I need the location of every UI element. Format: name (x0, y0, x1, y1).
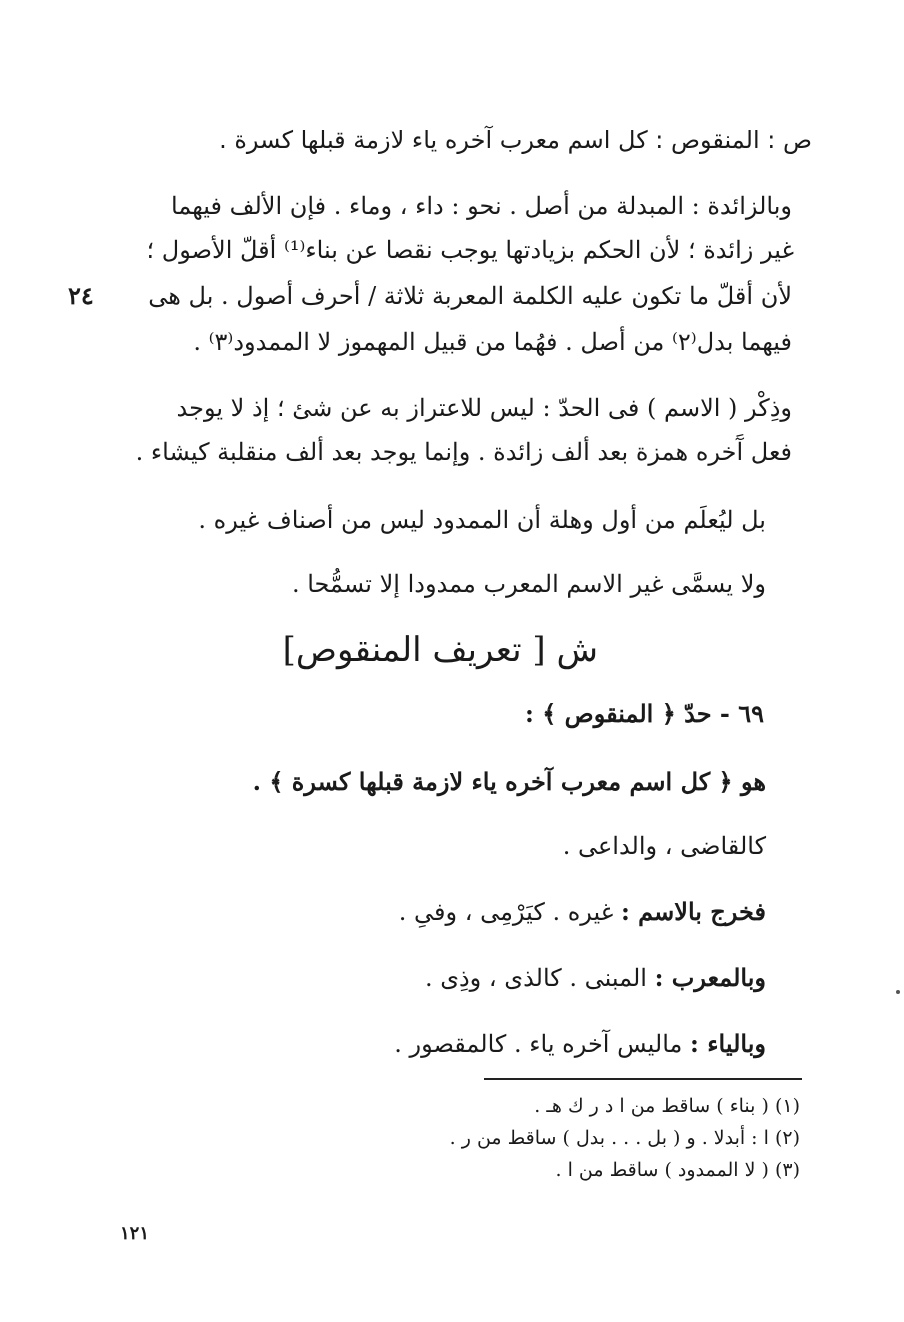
exclusion-label: وبالياء : (690, 1029, 766, 1058)
top-summary-line: ص : المنقوص : كل اسم معرب آخره ياء لازمة قبلها كسرة . (219, 126, 812, 154)
paragraph-line: وبالزائدة : المبدلة من أصل . نحو : داء ، وماء . فإن الألف فيهما (171, 192, 792, 220)
section-heading: ش [ تعريف المنقوص] (282, 630, 598, 670)
paragraph-line: لأن أقلّ ما تكون عليه الكلمة المعربة ثلاثة / أحرف أصول . بل هى (148, 282, 792, 310)
footnote-divider (484, 1078, 802, 1080)
paragraph-line: ولا يسمَّى غير الاسم المعرب ممدودا إلا تسمُّحا . (291, 570, 766, 598)
exclusion-line (425, 962, 766, 994)
footnote: (١) ( بناء ) ساقط من ا د ر ك هـ . (534, 1095, 800, 1117)
paragraph-line: بل ليُعلَم من أول وهلة أن الممدود ليس من أصناف غيره . (198, 506, 766, 534)
paragraph-line: غير زائدة ؛ لأن الحكم بزيادتها يوجب نقصا عن بناء⁽¹⁾ أقلّ الأصول ؛ (146, 236, 794, 264)
margin-page-marker: ٢٤ (68, 281, 94, 310)
footnote: (٢) ا : أبدلا . و ( بل . . . بدل ) ساقط من ر . (449, 1127, 800, 1149)
paragraph-line: فعل آَخره همزة بعد ألف زائدة . وإنما يوجد بعد ألف منقلبة كيشاء . (135, 438, 792, 466)
examples-line: كالقاضى ، والداعى . (562, 832, 766, 860)
footnote: (٣) ( لا الممدود ) ساقط من ا . (555, 1159, 800, 1181)
exclusion-label: فخرج بالاسم : (620, 897, 766, 926)
scan-speck (896, 990, 900, 994)
exclusion-text: ماليس آخره ياء . كالمقصور . (394, 1030, 683, 1058)
exclusion-label: وبالمعرب : (654, 963, 766, 992)
definition-line: هو ﴿ كل اسم معرب آخره ياء لازمة قبلها كسرة ﴾ . (252, 767, 766, 796)
exclusion-text: غيره . كيَرْمِى ، وفىِ . (398, 898, 614, 926)
paragraph-line: فيهما بدل⁽٢⁾ من أصل . فهُما من قبيل المهموز لا الممدود⁽٣⁾ . (193, 328, 792, 356)
exclusion-line (394, 1028, 766, 1060)
page-number: ١٢١ (120, 1223, 150, 1244)
paragraph-line: وذِكْر ( الاسم ) فى الحدّ : ليس للاعتراز به عن شئ ؛ إذ لا يوجد (176, 394, 792, 422)
exclusion-text: المبنى . كالذى ، وذِى . (424, 964, 647, 992)
item-number-heading: ٦٩ - حدّ ﴿ المنقوص ﴾ : (525, 699, 764, 728)
exclusion-line (399, 896, 766, 928)
